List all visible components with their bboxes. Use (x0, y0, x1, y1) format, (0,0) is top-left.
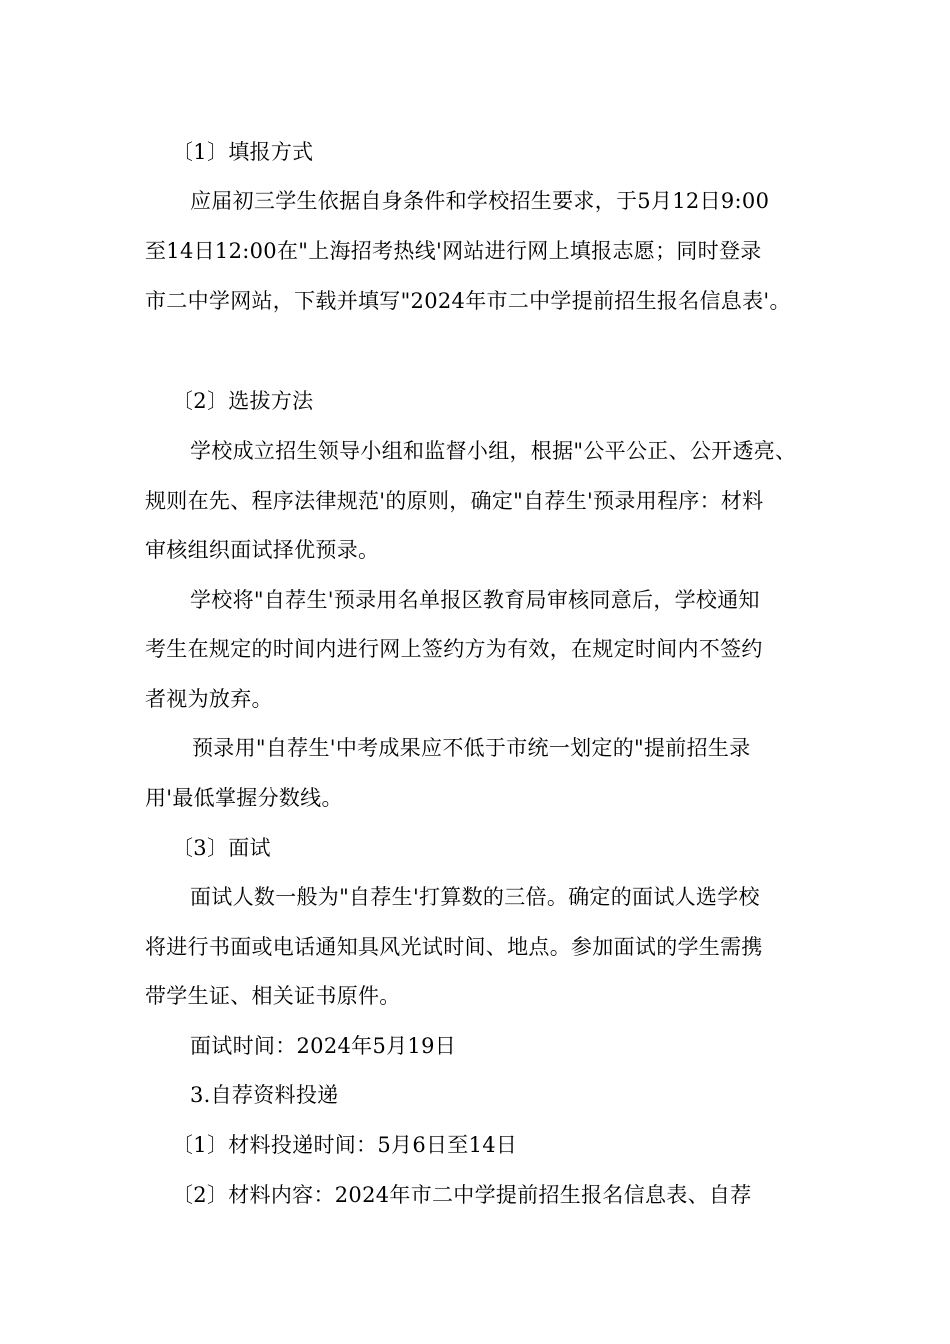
materials-content: 〔2〕材料内容：2024年市二中学提前招生报名信息表、自荐 (172, 1183, 752, 1207)
materials-time: 〔1〕材料投递时间：5月6日至14日 (172, 1133, 518, 1157)
heading-interview: 〔3〕面试 (172, 836, 271, 860)
paragraph-line: 面试人数一般为"自荐生'打算数的三倍。确定的面试人选学校 (190, 885, 760, 909)
paragraph-line: 学校将"自荐生'预录用名单报区教育局审核同意后，学校通知 (190, 588, 760, 612)
paragraph-line: 应届初三学生依据自身条件和学校招生要求，于5月12日9:00 (190, 189, 770, 213)
heading-selection-method: 〔2〕选拔方法 (172, 389, 314, 413)
heading-fill-method: 〔1〕填报方式 (172, 140, 314, 164)
paragraph-line: 规则在先、程序法律规范'的原则，确定"自荐生'预录用程序：材料 (145, 489, 764, 513)
paragraph-line: 带学生证、相关证书原件。 (145, 984, 401, 1008)
paragraph-line: 市二中学网站，下载并填写"2024年市二中学提前招生报名信息表'。 (145, 289, 791, 313)
paragraph-line: 者视为放弃。 (145, 687, 273, 711)
paragraph-line: 预录用"自荐生'中考成果应不低于市统一划定的"提前招生录 (192, 736, 751, 760)
paragraph-line: 审核组织面试择优预录。 (145, 538, 380, 562)
paragraph-line: 用'最低掌握分数线。 (145, 786, 343, 810)
heading-materials-submission: 3.自荐资料投递 (190, 1083, 339, 1107)
paragraph-line: 将进行书面或电话通知具风光试时间、地点。参加面试的学生需携 (145, 935, 763, 959)
paragraph-line: 至14日12:00在"上海招考热线'网站进行网上填报志愿；同时登录 (145, 239, 762, 263)
paragraph-line: 学校成立招生领导小组和监督小组，根据"公平公正、公开透亮、 (190, 439, 797, 463)
interview-date: 面试时间：2024年5月19日 (190, 1034, 457, 1058)
paragraph-line: 考生在规定的时间内进行网上签约方为有效，在规定时间内不签约 (145, 637, 763, 661)
